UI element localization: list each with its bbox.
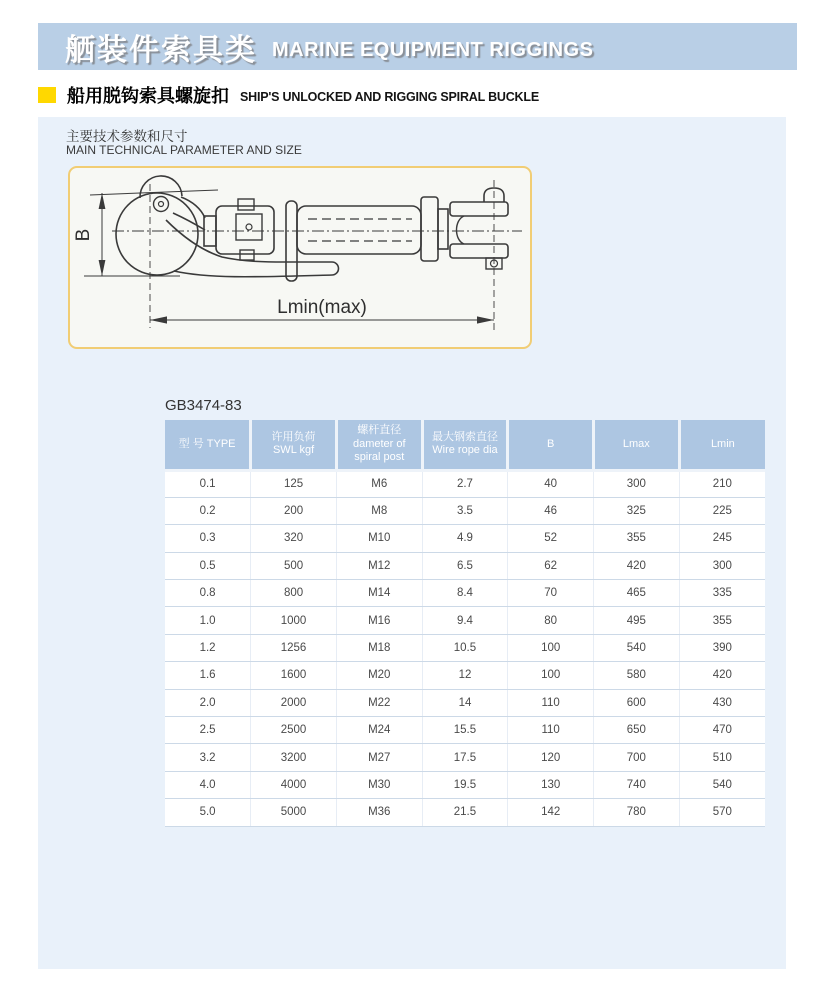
table-cell: 110 xyxy=(508,717,594,744)
table-cell: 540 xyxy=(679,771,765,798)
table-cell: 355 xyxy=(594,525,680,552)
table-cell: 430 xyxy=(679,689,765,716)
table-row xyxy=(165,662,765,689)
header-cell: 螺杆直径 dameter of spiral post xyxy=(336,420,422,470)
table-cell: 420 xyxy=(594,552,680,579)
table-cell: 100 xyxy=(508,634,594,661)
table-cell: M8 xyxy=(336,497,422,524)
table-cell: 470 xyxy=(679,717,765,744)
table-cell: 21.5 xyxy=(422,799,508,826)
table-cell: 10.5 xyxy=(422,634,508,661)
table-cell: 0.1 xyxy=(165,470,251,497)
table-cell: 4.0 xyxy=(165,771,251,798)
yellow-bullet-icon xyxy=(38,87,56,103)
table-cell: 0.5 xyxy=(165,552,251,579)
table-cell: 300 xyxy=(594,470,680,497)
table-cell: 650 xyxy=(594,717,680,744)
table-cell: 2500 xyxy=(251,717,337,744)
technical-drawing-box xyxy=(68,166,532,349)
table-cell: 495 xyxy=(594,607,680,634)
table-cell: 12 xyxy=(422,662,508,689)
table-cell: 210 xyxy=(679,470,765,497)
table-row xyxy=(165,689,765,716)
standard-code: GB3474-83 xyxy=(165,397,242,414)
table-cell: 0.8 xyxy=(165,580,251,607)
table-cell: 120 xyxy=(508,744,594,771)
table-cell: 9.4 xyxy=(422,607,508,634)
page-banner xyxy=(38,23,797,70)
table-cell: 5000 xyxy=(251,799,337,826)
header-cell: Lmax xyxy=(594,420,680,470)
header-cell: Lmin xyxy=(679,420,765,470)
table-cell: M16 xyxy=(336,607,422,634)
table-row xyxy=(165,552,765,579)
table-cell: 570 xyxy=(679,799,765,826)
table-cell: 1.2 xyxy=(165,634,251,661)
table-cell: 780 xyxy=(594,799,680,826)
table-row xyxy=(165,771,765,798)
dim-label-b: B xyxy=(73,228,94,242)
table-cell: M22 xyxy=(336,689,422,716)
table-cell: 355 xyxy=(679,607,765,634)
table-cell: 300 xyxy=(679,552,765,579)
params-heading-zh: 主要技术参数和尺寸 xyxy=(66,129,188,144)
table-cell: M27 xyxy=(336,744,422,771)
table-cell: M14 xyxy=(336,580,422,607)
table-row xyxy=(165,744,765,771)
header-cell: 许用负荷 SWL kgf xyxy=(251,420,337,470)
table-cell: 6.5 xyxy=(422,552,508,579)
table-cell: M24 xyxy=(336,717,422,744)
table-cell: 70 xyxy=(508,580,594,607)
table-row xyxy=(165,580,765,607)
table-cell: 245 xyxy=(679,525,765,552)
content-area xyxy=(38,117,786,969)
table-cell: 62 xyxy=(508,552,594,579)
table-body xyxy=(165,470,765,826)
table-cell: 80 xyxy=(508,607,594,634)
table-cell: 2.0 xyxy=(165,689,251,716)
table-cell: M20 xyxy=(336,662,422,689)
section-title-zh: 船用脱钩索具螺旋扣 xyxy=(67,86,229,106)
table-cell: 600 xyxy=(594,689,680,716)
section-title-en: SHIP'S UNLOCKED AND RIGGING SPIRAL BUCKLE xyxy=(240,89,539,104)
table-cell: 325 xyxy=(594,497,680,524)
table-cell: 40 xyxy=(508,470,594,497)
table-cell: 200 xyxy=(251,497,337,524)
spiral-buckle-drawing xyxy=(70,168,530,347)
table-cell: 500 xyxy=(251,552,337,579)
table-cell: 142 xyxy=(508,799,594,826)
table-cell: 580 xyxy=(594,662,680,689)
table-cell: 1256 xyxy=(251,634,337,661)
dim-label-lmin-max: Lmin(max) xyxy=(277,297,367,318)
banner-title-zh: 舾装件索具类 xyxy=(65,33,257,67)
table-cell: M18 xyxy=(336,634,422,661)
table-cell: 4.9 xyxy=(422,525,508,552)
table-cell: 335 xyxy=(679,580,765,607)
table-cell: 15.5 xyxy=(422,717,508,744)
banner-title-en: MARINE EQUIPMENT RIGGINGS xyxy=(272,39,594,61)
table-cell: 46 xyxy=(508,497,594,524)
table-cell: M10 xyxy=(336,525,422,552)
table-cell: 14 xyxy=(422,689,508,716)
table-cell: 1600 xyxy=(251,662,337,689)
table-row xyxy=(165,525,765,552)
table-cell: 1.0 xyxy=(165,607,251,634)
table-row xyxy=(165,634,765,661)
header-cell: 最大钢索直径 Wire rope dia xyxy=(422,420,508,470)
table-cell: 465 xyxy=(594,580,680,607)
table-cell: 740 xyxy=(594,771,680,798)
table-cell: 1000 xyxy=(251,607,337,634)
table-cell: 700 xyxy=(594,744,680,771)
table-cell: 19.5 xyxy=(422,771,508,798)
table-cell: 0.3 xyxy=(165,525,251,552)
table-cell: M12 xyxy=(336,552,422,579)
section-header xyxy=(38,84,539,106)
table-cell: M6 xyxy=(336,470,422,497)
table-cell: 320 xyxy=(251,525,337,552)
table-row xyxy=(165,717,765,744)
table-cell: M30 xyxy=(336,771,422,798)
table-cell: 17.5 xyxy=(422,744,508,771)
table-cell: 3200 xyxy=(251,744,337,771)
table-cell: 130 xyxy=(508,771,594,798)
spec-table xyxy=(165,420,765,827)
table-cell: 225 xyxy=(679,497,765,524)
table-header-row xyxy=(165,420,765,470)
table-cell: 5.0 xyxy=(165,799,251,826)
table-cell: 8.4 xyxy=(422,580,508,607)
table-cell: 4000 xyxy=(251,771,337,798)
table-cell: 540 xyxy=(594,634,680,661)
table-cell: 800 xyxy=(251,580,337,607)
header-cell: B xyxy=(508,420,594,470)
table-cell: 510 xyxy=(679,744,765,771)
table-cell: 1.6 xyxy=(165,662,251,689)
table-cell: 52 xyxy=(508,525,594,552)
table-row xyxy=(165,497,765,524)
table-cell: 420 xyxy=(679,662,765,689)
table-cell: 3.5 xyxy=(422,497,508,524)
table-row xyxy=(165,799,765,826)
table-cell: 0.2 xyxy=(165,497,251,524)
table-cell: 390 xyxy=(679,634,765,661)
params-heading-en: MAIN TECHNICAL PARAMETER AND SIZE xyxy=(66,143,302,157)
header-cell: 型 号 TYPE xyxy=(165,420,251,470)
table-row xyxy=(165,470,765,497)
table-row xyxy=(165,607,765,634)
table-cell: 3.2 xyxy=(165,744,251,771)
table-cell: M36 xyxy=(336,799,422,826)
table-cell: 2.7 xyxy=(422,470,508,497)
table-cell: 2000 xyxy=(251,689,337,716)
table-cell: 110 xyxy=(508,689,594,716)
table-cell: 100 xyxy=(508,662,594,689)
table-cell: 125 xyxy=(251,470,337,497)
table-cell: 2.5 xyxy=(165,717,251,744)
